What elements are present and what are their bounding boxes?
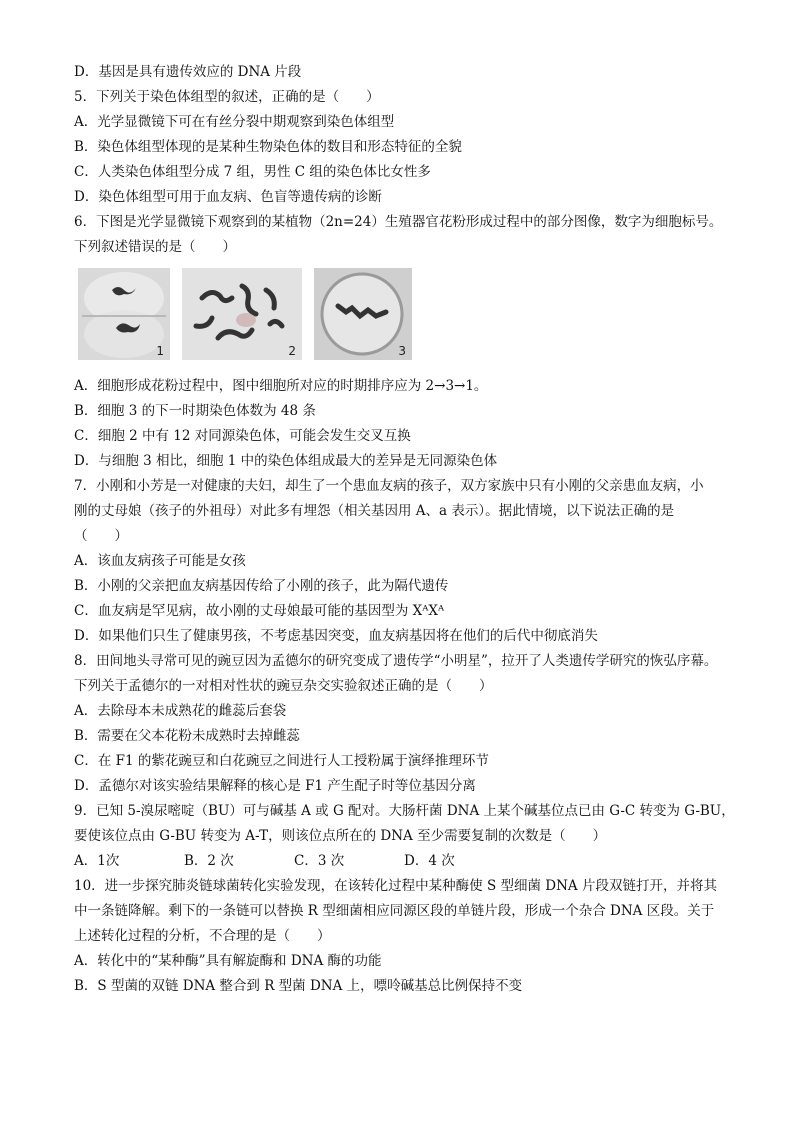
cell-label-1: 1 xyxy=(156,344,164,358)
cell-label-2: 2 xyxy=(288,344,296,358)
question-5-stem: 5．下列关于染色体组型的叙述，正确的是（ ） xyxy=(74,89,380,105)
question-10-option-b: B．S 型菌的双链 DNA 整合到 R 型菌 DNA 上，嘌呤碱基总比例保持不变 xyxy=(74,978,523,994)
question-6-stem-line2: 下列叙述错误的是（ ） xyxy=(74,239,236,255)
question-5-option-c: C．人类染色体组型分成 7 组，男性 C 组的染色体比女性多 xyxy=(74,164,431,180)
question-6-option-a: A．细胞形成花粉过程中，图中细胞所对应的时期排序应为 2→3→1。 xyxy=(74,378,488,394)
cell-2-micrograph xyxy=(182,268,302,360)
question-7-option-c: C．血友病是罕见病，故小刚的丈母娘最可能的基因型为 XᴬXᴬ xyxy=(74,603,445,619)
question-10-stem-line2: 中一条链降解。剩下的一条链可以替换 R 型细菌相应同源区段的单链片段，形成一个杂合 DNA 区段。关于 xyxy=(74,903,715,919)
question-10-option-a: A．转化中的“某种酶”具有解旋酶和 DNA 酶的功能 xyxy=(74,953,382,969)
question-9-option-a: A．1次 xyxy=(74,853,120,869)
question-8-stem-line1: 8．田间地头寻常可见的豌豆因为孟德尔的研究变成了遗传学“小明星”，拉开了人类遗传学研究的恢弘序幕。 xyxy=(74,653,718,669)
question-5-option-d: D．染色体组型可用于血友病、色盲等遗传病的诊断 xyxy=(74,189,382,205)
question-7-stem-line2: 刚的丈母娘（孩子的外祖母）对此多有埋怨（相关基因用 A、a 表示）。据此情境，以下说法正确的是 xyxy=(74,503,675,519)
question-8-stem-line2: 下列关于孟德尔的一对相对性状的豌豆杂交实验叙述正确的是（ ） xyxy=(74,678,493,694)
question-7-option-d: D．如果他们只生了健康男孩，不考虑基因突变，血友病基因将在他们的后代中彻底消失 xyxy=(74,628,598,644)
question-5-option-a: A．光学显微镜下可在有丝分裂中期观察到染色体组型 xyxy=(74,114,395,130)
question-10-stem-line1: 10．进一步探究肺炎链球菌转化实验发现，在该转化过程中某种酶使 S 型细菌 DNA 片段双链打开，并将其 xyxy=(74,878,717,894)
text-line: D．基因是具有遗传效应的 DNA 片段 xyxy=(74,64,302,80)
question-8-option-a: A．去除母本未成熟花的雌蕊后套袋 xyxy=(74,703,287,719)
cell-1-micrograph xyxy=(78,268,170,360)
question-6-option-b: B．细胞 3 的下一时期染色体数为 48 条 xyxy=(74,403,316,419)
question-9-option-c: C．3 次 xyxy=(294,853,345,869)
question-8-option-d: D．孟德尔对该实验结果解释的核心是 F1 产生配子时等位基因分离 xyxy=(74,778,476,794)
question-7-option-b: B．小刚的父亲把血友病基因传给了小刚的孩子，此为隔代遗传 xyxy=(74,578,449,594)
question-9-stem-line2: 要使该位点由 G-BU 转变为 A-T，则该位点所在的 DNA 至少需要复制的次数是（ ） xyxy=(74,828,607,844)
question-6-option-d: D．与细胞 3 相比，细胞 1 中的染色体组成最大的差异是无同源染色体 xyxy=(74,453,498,469)
question-7-stem-line3: （ ） xyxy=(74,528,128,544)
cell-label-3: 3 xyxy=(398,344,406,358)
question-7-option-a: A．该血友病孩子可能是女孩 xyxy=(74,553,246,569)
question-8-option-c: C．在 F1 的紫花豌豆和白花豌豆之间进行人工授粉属于演绎推理环节 xyxy=(74,753,489,769)
question-9-option-d: D．4 次 xyxy=(404,853,455,869)
micrograph-figure xyxy=(78,268,734,368)
document-page xyxy=(74,60,734,999)
question-5-option-b: B．染色体组型体现的是某种生物染色体的数目和形态特征的全貌 xyxy=(74,139,462,155)
question-9-stem-line1: 9．已知 5-溴尿嘧啶（BU）可与碱基 A 或 G 配对。大肠杆菌 DNA 上某个碱基位点已由 G-C 转变为 G-BU， xyxy=(74,803,735,819)
cell-2-image xyxy=(182,268,302,360)
question-9-options xyxy=(74,849,734,874)
question-9-option-b: B．2 次 xyxy=(184,853,234,869)
question-6-stem-line1: 6．下图是光学显微镜下观察到的某植物（2n=24）生殖器官花粉形成过程中的部分图像，数字为细胞标号。 xyxy=(74,214,723,230)
question-8-option-b: B．需要在父本花粉未成熟时去掉雌蕊 xyxy=(74,728,300,744)
question-6-option-c: C．细胞 2 中有 12 对同源染色体，可能会发生交叉互换 xyxy=(74,428,411,444)
cell-3-micrograph xyxy=(314,268,412,360)
question-7-stem-line1: 7．小刚和小芳是一对健康的夫妇，却生了一个患血友病的孩子，双方家族中只有小刚的父亲患血友病，小 xyxy=(74,478,704,494)
cell-3-image xyxy=(314,268,412,360)
question-10-stem-line3: 上述转化过程的分析，不合理的是（ ） xyxy=(74,928,331,944)
